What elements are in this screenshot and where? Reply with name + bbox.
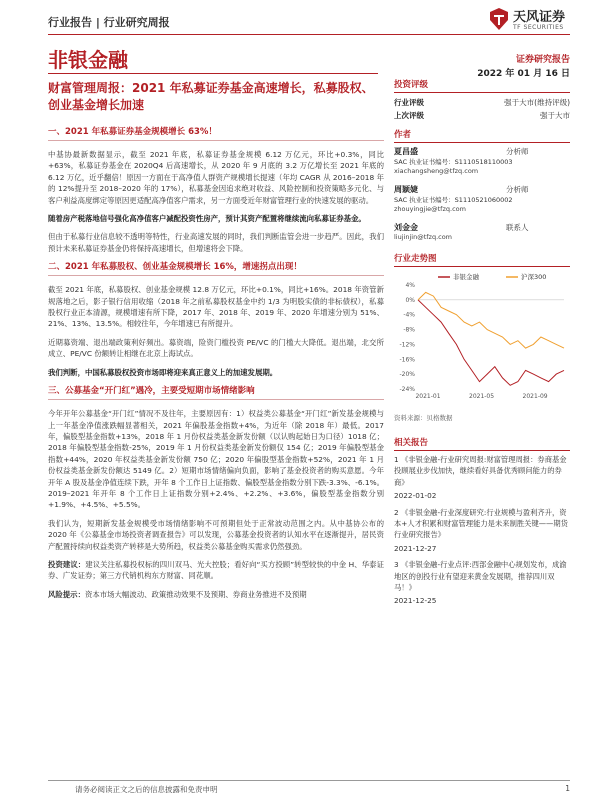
title-divider xyxy=(48,73,378,74)
y-tick-label: -8% xyxy=(403,326,415,334)
section-paragraph: 我们判断，中国私募股权投资市场即将迎来真正意义上的加速发展期。 xyxy=(48,367,278,377)
rating-label: 行业评级 xyxy=(394,98,424,107)
paragraph-label: 风险提示： xyxy=(48,589,85,599)
series-line-1 xyxy=(418,292,564,348)
rating-title: 投资评级 xyxy=(394,78,570,93)
section-title: 一、2021 年私募证券基金规模增长 63%！ xyxy=(48,126,384,141)
related-report-link[interactable]: 3 《非银金融-行业点评:西部金融中心规划发布，成渝地区的创投行业有望迎来黄金发展期，推荐四川双马！》 xyxy=(394,560,567,593)
related-report-link[interactable]: 1 《非银金融-行业研究周报:财富管理周报：券商基金投顾展业步伐加快，继续看好具备优秀顾问能力的券商》 xyxy=(394,455,567,487)
section-paragraph: 随着房产税落地信号强化高净值客户减配投资性房产，预计其资产配置将继续流向私募证券基金。 xyxy=(48,214,366,224)
logo-chinese-text: 天风证券 xyxy=(513,10,566,25)
report-category: 行业报告 | 行业研究周报 xyxy=(48,16,170,29)
tf-securities-logo xyxy=(488,4,570,38)
author-sac: SAC 执业证书编号：S1110518110003 xyxy=(394,158,513,166)
paragraph-text: 资本市场大幅波动、政策推动效果不及预期、券商业务推进不及预期 xyxy=(84,589,307,599)
author-name: 刘金金 xyxy=(394,223,418,232)
section-title: 三、公募基金“开门红”遇冷，主要受短期市场情绪影响 xyxy=(48,385,384,400)
series-line-0 xyxy=(418,300,564,385)
related-reports xyxy=(394,454,570,607)
x-tick-label: 2021-09 xyxy=(522,393,548,400)
y-tick-label: -12% xyxy=(399,341,415,349)
y-tick-label: 0% xyxy=(405,296,415,304)
related-report-link[interactable]: 2 《非银金融-行业深度研究:行业规模与盈利齐升，资本+人才积累和财富管理能力是未来制胜关键——期货行业研究报告》 xyxy=(394,507,568,540)
y-tick-label: -16% xyxy=(399,356,415,364)
section-paragraph: 近期募资端、退出端政策利好频出。募资端，险资门槛投资 PE/VC 的门槛大大降低。退出端，北交所成立、PE/VC 份额转让相继在北京上海试点。 xyxy=(48,337,384,359)
author-email[interactable]: liujinjin@tfzq.com xyxy=(394,233,453,241)
related-report-date: 2021-12-27 xyxy=(394,543,437,553)
page-title: 非银金融 xyxy=(48,48,128,72)
authors-title: 作者 xyxy=(394,128,570,143)
x-tick-label: 2021-05 xyxy=(469,393,495,400)
paragraph-label: 投资建议： xyxy=(48,559,86,569)
author-item xyxy=(394,222,570,252)
trend-title: 行业走势图 xyxy=(394,252,570,267)
main-content xyxy=(48,126,384,607)
author-role: 联系人 xyxy=(506,223,529,232)
report-subtitle: 财富管理周报：2021 年私募证券基金高速增长，私募股权、创业基金增长加速 xyxy=(48,81,374,112)
rating-row-industry xyxy=(394,96,570,109)
author-sac: SAC 执业证书编号：S1110521060002 xyxy=(394,196,513,204)
rating-value: 强于大市 xyxy=(540,111,570,120)
page-number: 1 xyxy=(565,784,570,793)
rating-label: 上次评级 xyxy=(394,111,424,120)
section-paragraph: 我们认为，短期新发基金规模受市场情绪影响不可预期但处于正常波动范围之内。从中基协公布的 2020 年《公募基金市场投资者调查报告》可以发现，公募基金投资者的认知水平在逐渐提升，居民资产配置持续向权益类资产转移是大势所趋，权益类公募基金购买需求仍然强劲。 xyxy=(48,518,384,551)
section-paragraph: 但由于私募行业信息较不透明等特性，行业高速发展的同时，我们判断监管会进一步趋严。因此，我们预计未来私募证券基金仍将保持高速增长，但增速将会下降。 xyxy=(48,232,384,253)
legend-label: 沪深300 xyxy=(521,273,547,281)
author-name: 周颖婕 xyxy=(394,185,418,194)
section-paragraph: 中基协最新数据显示，截至 2021 年底，私募证券基金规模 6.12 万亿元，环比+0.3%，同比+63%，私募证券基金在 2020Q4 后高速增长，从 2020 年 9 月底的 3.2 万亿增长至 2021 年底的 6.12 万亿，近乎翻倍！原因一方面在于高净值人群资产规模增长提速（年均 CAGR 从 2016–2018 年的 12%提升至 2018–2020 年的 17%），私募基金因追求绝对收益、风险控制和投资策略多元化、与客户利益高度绑定等原因更适配高净值客户需求，另一方面受近年财富管理行业的快速发展的驱动。 xyxy=(48,150,384,205)
rating-value: 强于大市(维持评级) xyxy=(504,98,570,107)
chart-source-note: 资料来源：贝格数据 xyxy=(394,414,453,422)
author-item xyxy=(394,146,570,184)
author-name: 夏昌盛 xyxy=(394,147,418,156)
rating-row-previous xyxy=(394,109,570,122)
authors-section xyxy=(394,128,570,252)
header-divider xyxy=(48,34,570,35)
logo-english-text: TF SECURITIES xyxy=(513,24,564,31)
section-title: 二、2021 年私募股权、创业基金规模增长 16%，增速拐点出现！ xyxy=(48,261,384,276)
page-header xyxy=(48,8,570,34)
section-paragraph xyxy=(48,589,384,600)
footer-disclaimer: 请务必阅读正文之后的信息披露和免责申明 xyxy=(75,785,218,794)
trend-chart-svg xyxy=(394,271,570,411)
related-title: 相关报告 xyxy=(394,436,570,451)
section-paragraph: 截至 2021 年底，私募股权、创业基金规模 12.8 万亿元，环比+0.1%，同比+16%。2018 年资管新规落地之后，影子银行信用收缩（2018 年之前私募股权基金中约 1/3 为明股实债的非标债权），私募股权行业正本清源，规模增速有所下降，2017 年、2018 年、2019 年、2020 年增速分别为 51%、21%、13%、13.5%。相较往年，今年增速已有所提升。 xyxy=(48,285,384,329)
report-type: 证券研究报告 xyxy=(515,55,570,65)
trend-chart xyxy=(394,271,570,411)
y-tick-label: -24% xyxy=(399,386,415,393)
legend-label: 非银金融 xyxy=(453,273,479,281)
y-tick-label: -4% xyxy=(403,311,415,319)
author-role: 分析师 xyxy=(506,147,529,156)
paragraph-text: 建议关注私募投权标的四川双马、光大控股；看好向“买方投顾”转型较快的中金 H、华泰证券、广发证券；第三方代销机构东方财富、同花顺。 xyxy=(48,559,384,581)
author-role: 分析师 xyxy=(506,185,529,194)
report-date: 2022 年 01 月 16 日 xyxy=(477,69,570,79)
y-tick-label: -20% xyxy=(399,371,415,379)
section-paragraph xyxy=(48,559,384,582)
related-report-date: 2021-12-25 xyxy=(394,596,437,606)
related-report-date: 2022-01-02 xyxy=(394,491,437,501)
author-email[interactable]: zhouyingjie@tfzq.com xyxy=(394,205,466,213)
author-email[interactable]: xiachangsheng@tfzq.com xyxy=(394,167,479,175)
y-tick-label: 4% xyxy=(405,282,415,289)
author-item xyxy=(394,184,570,222)
x-tick-label: 2021-01 xyxy=(415,393,441,400)
sidebar xyxy=(394,78,570,612)
footer-divider xyxy=(48,780,570,781)
section-paragraph: 今年开年公募基金“开门红”情况不及往年，主要原因有：1）权益类公募基金“开门红”新发基金规模与上一年基金净值涨跌幅显著相关，2021 年偏股基金指数+4%，为近年（除 2018 年）最低。2017 年，偏股型基金指数+13%，2018 年 1 月份权益类基金新发份额（以认购起始日为口径）1018 亿；2018 年偏股型基金指数-25%，2019 年 1 月份权益类基金新发份额仅 154 亿；2019 年偏股型基金指数+44%，2020 年权益类基金新发份额 750 亿；2020 年偏股型基金指数+52%，2021 年 1 月份权益类基金新发份额达 5149 亿。2）短期市场情绪偏向负面，影响了基金投资者的购买意愿。今年开年 A 股及基金净值连续下跌，开年 8 个工作日上证指数、偏股型基金指数分别下跌-3.3%、-6.1%。2019–2021 年开年 8 个工作日上证指数分别+2.4%、+2.2%、+3.6%，偏股型基金指数分别+1.9%、+4.5%、+5.5%。 xyxy=(48,409,384,510)
tf-logo-icon xyxy=(488,6,510,32)
